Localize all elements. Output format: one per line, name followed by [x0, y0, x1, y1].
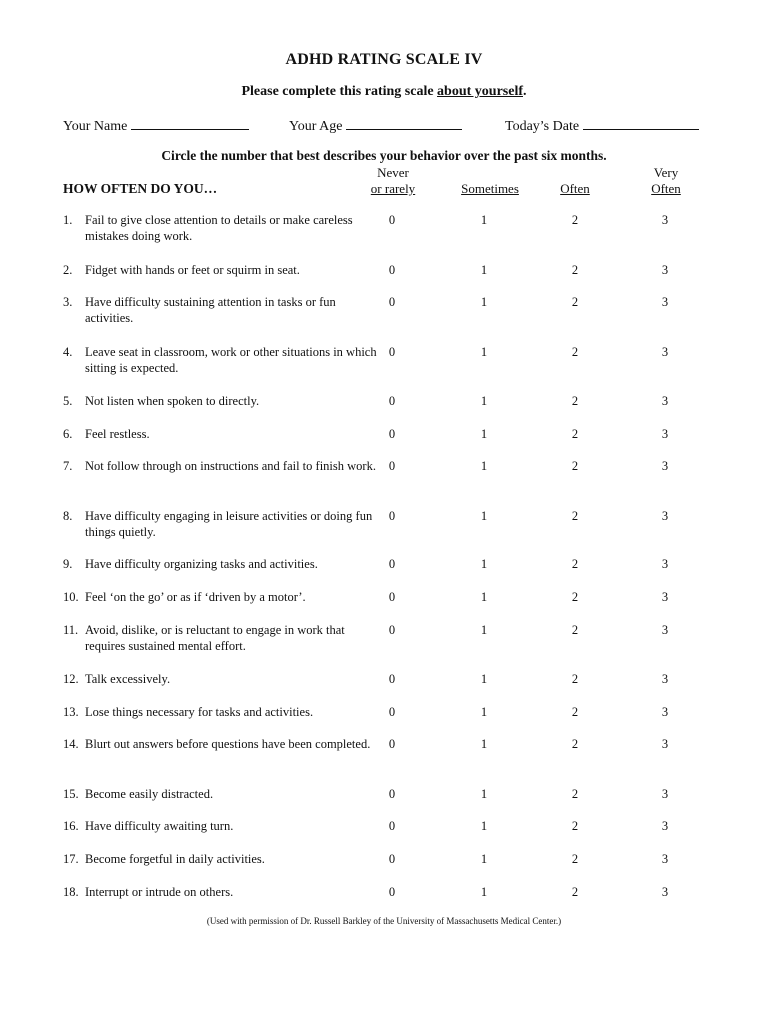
question-row	[63, 458, 723, 492]
rating-option-1[interactable]: 1	[480, 737, 488, 751]
rating-option-1[interactable]: 1	[480, 509, 488, 523]
rating-option-0[interactable]: 0	[388, 427, 396, 441]
question-text: Lose things necessary for tasks and activities.	[85, 705, 314, 719]
rating-option-1[interactable]: 1	[480, 557, 488, 571]
rating-option-2[interactable]: 2	[571, 852, 579, 866]
page-title: ADHD RATING SCALE IV	[285, 51, 483, 68]
rating-option-3[interactable]: 3	[661, 427, 669, 441]
rating-option-1[interactable]: 1	[480, 427, 488, 441]
question-row	[63, 884, 723, 918]
rating-option-2[interactable]: 2	[571, 345, 579, 359]
rating-option-0[interactable]: 0	[388, 459, 396, 473]
rating-option-0[interactable]: 0	[388, 345, 396, 359]
subtitle-suffix: .	[523, 84, 527, 99]
question-text: Have difficulty awaiting turn.	[85, 819, 234, 833]
rating-option-0[interactable]: 0	[388, 672, 396, 686]
rating-option-1[interactable]: 1	[480, 787, 488, 801]
question-text: Feel ‘on the go’ or as if ‘driven by a motor’.	[85, 590, 306, 604]
question-text: Not follow through on instructions and fail to finish work.	[85, 459, 376, 473]
question-number: 17.	[63, 852, 79, 866]
question-number: 3.	[63, 295, 73, 309]
question-number: 14.	[63, 737, 79, 751]
question-row	[63, 426, 723, 460]
question-text: Have difficulty organizing tasks and activities.	[85, 557, 318, 571]
question-row	[63, 851, 723, 885]
rating-option-1[interactable]: 1	[480, 345, 488, 359]
rating-option-3[interactable]: 3	[661, 213, 669, 227]
rating-option-0[interactable]: 0	[388, 263, 396, 277]
rating-option-1[interactable]: 1	[480, 295, 488, 309]
rating-option-3[interactable]: 3	[661, 295, 669, 309]
rating-option-0[interactable]: 0	[388, 557, 396, 571]
rating-option-3[interactable]: 3	[661, 623, 669, 637]
rating-option-2[interactable]: 2	[571, 819, 579, 833]
question-text: Have difficulty engaging in leisure activities or doing fun things quietly.	[85, 509, 373, 539]
question-row	[63, 818, 723, 852]
rating-option-0[interactable]: 0	[388, 852, 396, 866]
rating-option-1[interactable]: 1	[480, 885, 488, 899]
age-field[interactable]	[289, 116, 462, 135]
rating-option-3[interactable]: 3	[661, 345, 669, 359]
question-text: Avoid, dislike, or is reluctant to engage in work that requires sustained mental effort.	[85, 623, 345, 653]
rating-option-0[interactable]: 0	[388, 394, 396, 408]
rating-option-2[interactable]: 2	[571, 787, 579, 801]
rating-option-1[interactable]: 1	[480, 852, 488, 866]
question-text: Become forgetful in daily activities.	[85, 852, 265, 866]
rating-option-0[interactable]: 0	[388, 213, 396, 227]
name-field[interactable]	[63, 116, 249, 135]
rating-option-2[interactable]: 2	[571, 509, 579, 523]
question-row	[63, 736, 723, 770]
subtitle	[0, 84, 768, 100]
question-row	[63, 671, 723, 705]
question-row	[63, 786, 723, 820]
question-number: 10.	[63, 590, 79, 604]
rating-option-2[interactable]: 2	[571, 427, 579, 441]
rating-option-3[interactable]: 3	[661, 263, 669, 277]
question-text: Fail to give close attention to details or make careless mistakes doing work.	[85, 213, 353, 243]
column-header-very-often-bottom: Often	[651, 181, 681, 196]
rating-option-3[interactable]: 3	[661, 509, 669, 523]
instructions: Circle the number that best describes your behavior over the past six months.	[161, 148, 607, 163]
rating-option-0[interactable]: 0	[388, 885, 396, 899]
date-field-input[interactable]	[583, 116, 699, 130]
column-header-sometimes-bottom: Sometimes	[461, 181, 519, 196]
rating-option-1[interactable]: 1	[480, 459, 488, 473]
rating-option-2[interactable]: 2	[571, 263, 579, 277]
rating-option-3[interactable]: 3	[661, 394, 669, 408]
rating-option-2[interactable]: 2	[571, 885, 579, 899]
rating-option-3[interactable]: 3	[661, 852, 669, 866]
column-header-often	[545, 165, 605, 197]
rating-option-3[interactable]: 3	[661, 705, 669, 719]
rating-option-1[interactable]: 1	[480, 623, 488, 637]
rating-option-0[interactable]: 0	[388, 509, 396, 523]
rating-option-3[interactable]: 3	[661, 737, 669, 751]
rating-option-0[interactable]: 0	[388, 787, 396, 801]
rating-option-3[interactable]: 3	[661, 672, 669, 686]
rating-option-1[interactable]: 1	[480, 263, 488, 277]
question-number: 13.	[63, 705, 79, 719]
column-header-very-often	[636, 165, 696, 197]
rating-option-0[interactable]: 0	[388, 737, 396, 751]
age-field-label: Your Age	[289, 119, 343, 134]
rating-option-1[interactable]: 1	[480, 819, 488, 833]
footer-note: (Used with permission of Dr. Russell Barkley of the University of Massachusetts Medical Center.)	[206, 916, 562, 926]
rating-option-2[interactable]: 2	[571, 623, 579, 637]
question-text: Feel restless.	[85, 427, 150, 441]
rating-option-0[interactable]: 0	[388, 705, 396, 719]
column-header-sometimes-top	[445, 165, 535, 181]
rating-option-3[interactable]: 3	[661, 590, 669, 604]
question-text: Have difficulty sustaining attention in tasks or fun activities.	[85, 295, 336, 325]
question-header: HOW OFTEN DO YOU…	[63, 181, 218, 196]
question-row	[63, 212, 723, 246]
question-row	[63, 393, 723, 427]
question-number: 9.	[63, 557, 73, 571]
rating-option-3[interactable]: 3	[661, 885, 669, 899]
question-number: 6.	[63, 427, 73, 441]
question-number: 11.	[63, 623, 79, 637]
name-field-label: Your Name	[63, 119, 128, 134]
date-field[interactable]	[505, 116, 699, 135]
question-number: 8.	[63, 509, 73, 523]
subtitle-prefix: Please complete this rating scale	[241, 84, 438, 99]
column-header-often-top	[545, 165, 605, 181]
column-header-never	[353, 165, 433, 197]
age-field-input[interactable]	[346, 116, 462, 130]
question-text: Fidget with hands or feet or squirm in seat.	[85, 263, 300, 277]
question-text: Become easily distracted.	[85, 787, 214, 801]
rating-option-2[interactable]: 2	[571, 557, 579, 571]
question-text: Talk excessively.	[85, 672, 171, 686]
question-number: 15.	[63, 787, 79, 801]
rating-option-2[interactable]: 2	[571, 590, 579, 604]
rating-option-2[interactable]: 2	[571, 737, 579, 751]
rating-option-2[interactable]: 2	[571, 213, 579, 227]
column-header-often-bottom: Often	[560, 181, 590, 196]
name-field-input[interactable]	[131, 116, 249, 130]
rating-option-2[interactable]: 2	[571, 459, 579, 473]
question-row	[63, 556, 723, 590]
question-text: Interrupt or intrude on others.	[85, 885, 234, 899]
rating-option-1[interactable]: 1	[480, 705, 488, 719]
question-number: 12.	[63, 672, 79, 686]
question-row	[63, 262, 723, 296]
rating-option-3[interactable]: 3	[661, 557, 669, 571]
rating-option-2[interactable]: 2	[571, 394, 579, 408]
question-text: Blurt out answers before questions have been completed.	[85, 737, 371, 751]
rating-option-3[interactable]: 3	[661, 819, 669, 833]
rating-option-0[interactable]: 0	[388, 623, 396, 637]
question-number: 4.	[63, 345, 73, 359]
rating-option-0[interactable]: 0	[388, 295, 396, 309]
question-row	[63, 704, 723, 738]
column-header-sometimes	[445, 165, 535, 197]
rating-option-2[interactable]: 2	[571, 672, 579, 686]
question-number: 18.	[63, 885, 79, 899]
rating-option-2[interactable]: 2	[571, 295, 579, 309]
question-row	[63, 589, 723, 623]
rating-option-1[interactable]: 1	[480, 394, 488, 408]
rating-option-0[interactable]: 0	[388, 819, 396, 833]
question-row	[63, 622, 723, 656]
question-row	[63, 508, 723, 542]
question-number: 5.	[63, 394, 73, 408]
rating-option-3[interactable]: 3	[661, 787, 669, 801]
rating-option-3[interactable]: 3	[661, 459, 669, 473]
date-field-label: Today’s Date	[505, 119, 580, 134]
rating-option-2[interactable]: 2	[571, 705, 579, 719]
rating-option-1[interactable]: 1	[480, 672, 488, 686]
question-number: 16.	[63, 819, 79, 833]
column-header-never-top: Never	[377, 165, 409, 180]
question-row	[63, 344, 723, 378]
rating-option-0[interactable]: 0	[388, 590, 396, 604]
subtitle-emphasis: about yourself	[437, 84, 523, 99]
question-row	[63, 294, 723, 328]
question-text: Not listen when spoken to directly.	[85, 394, 260, 408]
question-number: 2.	[63, 263, 73, 277]
rating-option-1[interactable]: 1	[480, 213, 488, 227]
question-text: Leave seat in classroom, work or other situations in which sitting is expected.	[85, 345, 377, 375]
question-number: 1.	[63, 213, 73, 227]
rating-option-1[interactable]: 1	[480, 590, 488, 604]
question-number: 7.	[63, 459, 73, 473]
column-header-very-often-top: Very	[653, 165, 679, 180]
column-header-never-bottom: or rarely	[370, 181, 416, 196]
